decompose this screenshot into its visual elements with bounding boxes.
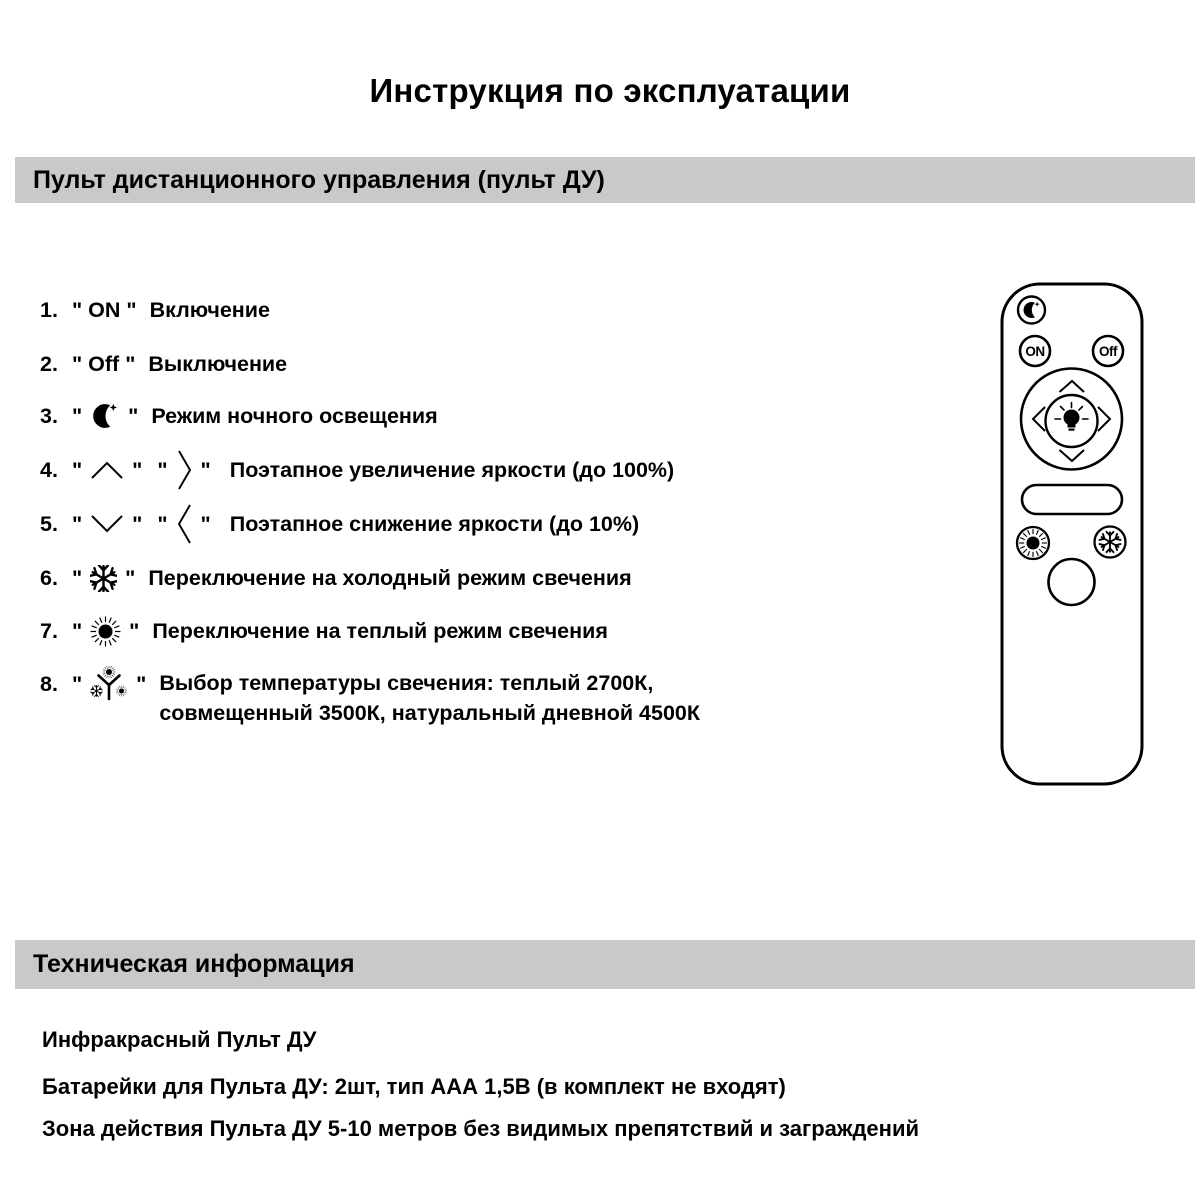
item-number: 4. (40, 457, 58, 482)
item-number: 2. (40, 351, 58, 376)
item-number: 1. (40, 297, 58, 322)
chevron-down-icon (90, 514, 124, 534)
warm-sun-icon (1019, 529, 1047, 557)
quote-mark: " (128, 403, 139, 428)
tech-info-line-3: Зона действия Пульта ДУ 5-10 метров без видимых препятствий и заграждений (42, 1116, 920, 1141)
quote-mark: " (125, 351, 136, 376)
remote-off-label: Off (1099, 344, 1117, 359)
item-description: Режим ночного освещения (151, 403, 438, 428)
remote-control-illustration (1000, 282, 1144, 788)
remote-warm-mode-button (1017, 527, 1049, 559)
item-description (159, 668, 700, 728)
quote-mark: " (71, 457, 83, 482)
item-description: Выключение (148, 351, 288, 376)
instruction-item-7 (40, 614, 608, 648)
remote-on-label: ON (1025, 344, 1045, 359)
item-description: Переключение на теплый режим свечения (152, 618, 608, 643)
quote-mark: " (71, 671, 83, 696)
item-description-line-1: Выбор температуры свечения: теплый 2700К, (159, 671, 654, 695)
quote-mark: " (157, 511, 168, 536)
instruction-item-3 (40, 399, 438, 433)
temp-select-icon (90, 666, 128, 702)
instruction-item-5 (40, 507, 639, 541)
instruction-item-1 (40, 293, 270, 327)
item-description-line-2: совмещенный 3500К, натуральный дневной 4500К (159, 701, 701, 725)
item-description: Переключение на холодный режим свечения (148, 565, 632, 590)
item-number: 3. (40, 403, 58, 428)
quote-mark: " (71, 351, 83, 376)
quote-mark: " (71, 403, 83, 428)
angle-right-icon (176, 449, 193, 491)
page-title: Инструкция по эксплуатации (369, 72, 851, 109)
item-number: 5. (40, 511, 58, 536)
section-header-remote-label: Пульт дистанционного управления (пульт ДУ) (33, 165, 605, 194)
instruction-item-8 (40, 668, 700, 730)
quote-mark: " (71, 618, 83, 643)
quote-mark: " (71, 511, 83, 536)
tech-info-line-1: Инфракрасный Пульт ДУ (42, 1027, 317, 1052)
moon-star-icon (90, 401, 120, 431)
quote-mark: " (129, 618, 140, 643)
section-header-remote (15, 157, 1195, 203)
item-number: 6. (40, 565, 58, 590)
warm-sun-icon (90, 616, 121, 647)
item-number: 7. (40, 618, 58, 643)
item-description: Поэтапное снижение яркости (до 10%) (229, 511, 640, 536)
on-button-label: ON (88, 297, 121, 322)
quote-mark: " (200, 457, 211, 482)
instruction-item-4 (40, 453, 674, 487)
section-header-tech (15, 940, 1195, 989)
quote-mark: " (71, 565, 83, 590)
instruction-item-6 (40, 561, 632, 595)
quote-mark: " (136, 671, 147, 696)
off-button-label: Off (88, 351, 120, 376)
section-header-tech-label: Техническая информация (33, 950, 355, 978)
quote-mark: " (71, 297, 83, 322)
instruction-item-2 (40, 347, 287, 381)
quote-mark: " (132, 511, 143, 536)
quote-mark: " (125, 565, 136, 590)
chevron-up-icon (90, 460, 124, 480)
item-description: Поэтапное увеличение яркости (до 100%) (229, 457, 675, 482)
tech-info-line-2: Батарейки для Пульта ДУ: 2шт, тип ААА 1,5В (в комплект не входят) (42, 1074, 786, 1099)
quote-mark: " (132, 457, 143, 482)
quote-mark: " (200, 511, 211, 536)
quote-mark: " (157, 457, 168, 482)
item-description: Включение (149, 297, 270, 322)
item-number: 8. (40, 671, 58, 696)
snowflake-icon (90, 565, 117, 592)
angle-left-icon (176, 503, 193, 545)
quote-mark: " (126, 297, 137, 322)
